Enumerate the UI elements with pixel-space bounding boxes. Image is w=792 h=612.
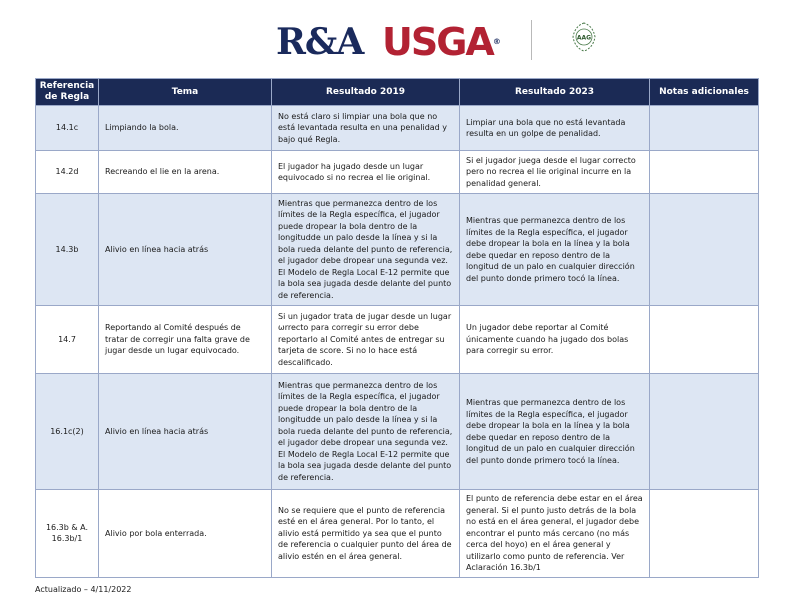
aag-logo — [556, 20, 612, 68]
randa-logo: R&A — [276, 21, 364, 63]
cell-tema: Reportando al Comité después de tratar de corregir una falta grave de jugar desde un lugar equivocado. — [99, 306, 272, 374]
usga-logo: USGA® — [382, 20, 501, 64]
cell-2019: Mientras que permanezca dentro de los límites de la Regla específica, el jugador puede dropear la bola dentro de la longitudde un palo desde la línea y si la bola rueda delante del punto de referencia, el jugador debe dropear una segunda vez. El Modelo de Regla Local E-12 permite que la bola sea jugada desde delante del punto de referencia. — [272, 194, 460, 306]
cell-2019: No se requiere que el punto de referencia esté en el área general. Por lo tanto, el alivio está permitido ya sea que el punto de referencia o cualquier punto del área de alivio estén en el área general. — [272, 490, 460, 578]
cell-ref: 14.7 — [36, 306, 99, 374]
table-row — [36, 194, 759, 306]
logo-header — [0, 14, 792, 72]
cell-2023: Limpiar una bola que no está levantada resulta en un golpe de penalidad. — [460, 106, 650, 151]
table-row — [36, 106, 759, 151]
cell-2023: Mientras que permanezca dentro de los límites de la Regla específica, el jugador debe dropear la bola en la línea y la bola debe quedar en reposo dentro de la longitud de un palo en cualquier dirección del punto donde primero tocó la línea. — [460, 194, 650, 306]
cell-notas — [650, 490, 759, 578]
cell-notas — [650, 151, 759, 194]
cell-tema: Alivio en línea hacia atrás — [99, 374, 272, 490]
header-tema: Tema — [99, 79, 272, 106]
cell-2023: Un jugador debe reportar al Comité únicamente cuando ha jugado dos bolas para corregir su error. — [460, 306, 650, 374]
aag-emblem-icon — [567, 20, 601, 54]
rules-comparison-table — [35, 78, 759, 578]
table-header-row — [36, 79, 759, 106]
footer-updated-date: Actualizado – 4/11/2022 — [35, 585, 132, 594]
cell-notas — [650, 194, 759, 306]
cell-tema: Recreando el lie en la arena. — [99, 151, 272, 194]
svg-text:AAG: AAG — [576, 34, 592, 42]
cell-tema: Alivio por bola enterrada. — [99, 490, 272, 578]
cell-notas — [650, 374, 759, 490]
cell-notas — [650, 106, 759, 151]
cell-notas — [650, 306, 759, 374]
cell-ref: 16.1c(2) — [36, 374, 99, 490]
cell-2023: Mientras que permanezca dentro de los límites de la Regla específica, el jugador debe dropear la bola en la línea y la bola debe quedar en reposo dentro de la longitud de un palo en cualquier dirección del punto donde primero tocó la línea. — [460, 374, 650, 490]
table-row — [36, 306, 759, 374]
cell-ref: 14.2d — [36, 151, 99, 194]
cell-ref: 16.3b & A. 16.3b/1 — [36, 490, 99, 578]
header-notas: Notas adicionales — [650, 79, 759, 106]
cell-ref: 14.1c — [36, 106, 99, 151]
table-row — [36, 374, 759, 490]
cell-ref: 14.3b — [36, 194, 99, 306]
cell-2019: Mientras que permanezca dentro de los límites de la Regla específica, el jugador puede dropear la bola dentro de la longitudde un palo desde la línea y si la bola rueda delante del punto de referencia, el jugador debe dropear una segunda vez. El Modelo de Regla Local E-12 permite que la bola sea jugada desde delante del punto de referencia. — [272, 374, 460, 490]
cell-2019: Si un jugador trata de jugar desde un lugar ωrrecto para corregir su error debe reportarlo al Comité antes de entregar su tarjeta de score. Si no lo hace está descalificado. — [272, 306, 460, 374]
table-row — [36, 490, 759, 578]
cell-tema: Limpiando la bola. — [99, 106, 272, 151]
logo-divider — [531, 20, 532, 60]
cell-2023: Si el jugador juega desde el lugar correcto pero no recrea el lie original incurre en la penalidad general. — [460, 151, 650, 194]
cell-2019: El jugador ha jugado desde un lugar equivocado si no recrea el lie original. — [272, 151, 460, 194]
cell-2023: El punto de referencia debe estar en el área general. Si el punto justo detrás de la bola no está en el área general, el jugador debe encontrar el punto más cercano (no más cerca del hoyo) en el área general y utilizarlo como punto de referencia. Ver Aclaración 16.3b/1 — [460, 490, 650, 578]
cell-2019: No está claro si limpiar una bola que no está levantada resulta en una penalidad y bajo qué Regla. — [272, 106, 460, 151]
table-row — [36, 151, 759, 194]
header-resultado-2023: Resultado 2023 — [460, 79, 650, 106]
header-resultado-2019: Resultado 2019 — [272, 79, 460, 106]
header-referencia: Referencia de Regla — [36, 79, 99, 106]
cell-tema: Alivio en línea hacia atrás — [99, 194, 272, 306]
